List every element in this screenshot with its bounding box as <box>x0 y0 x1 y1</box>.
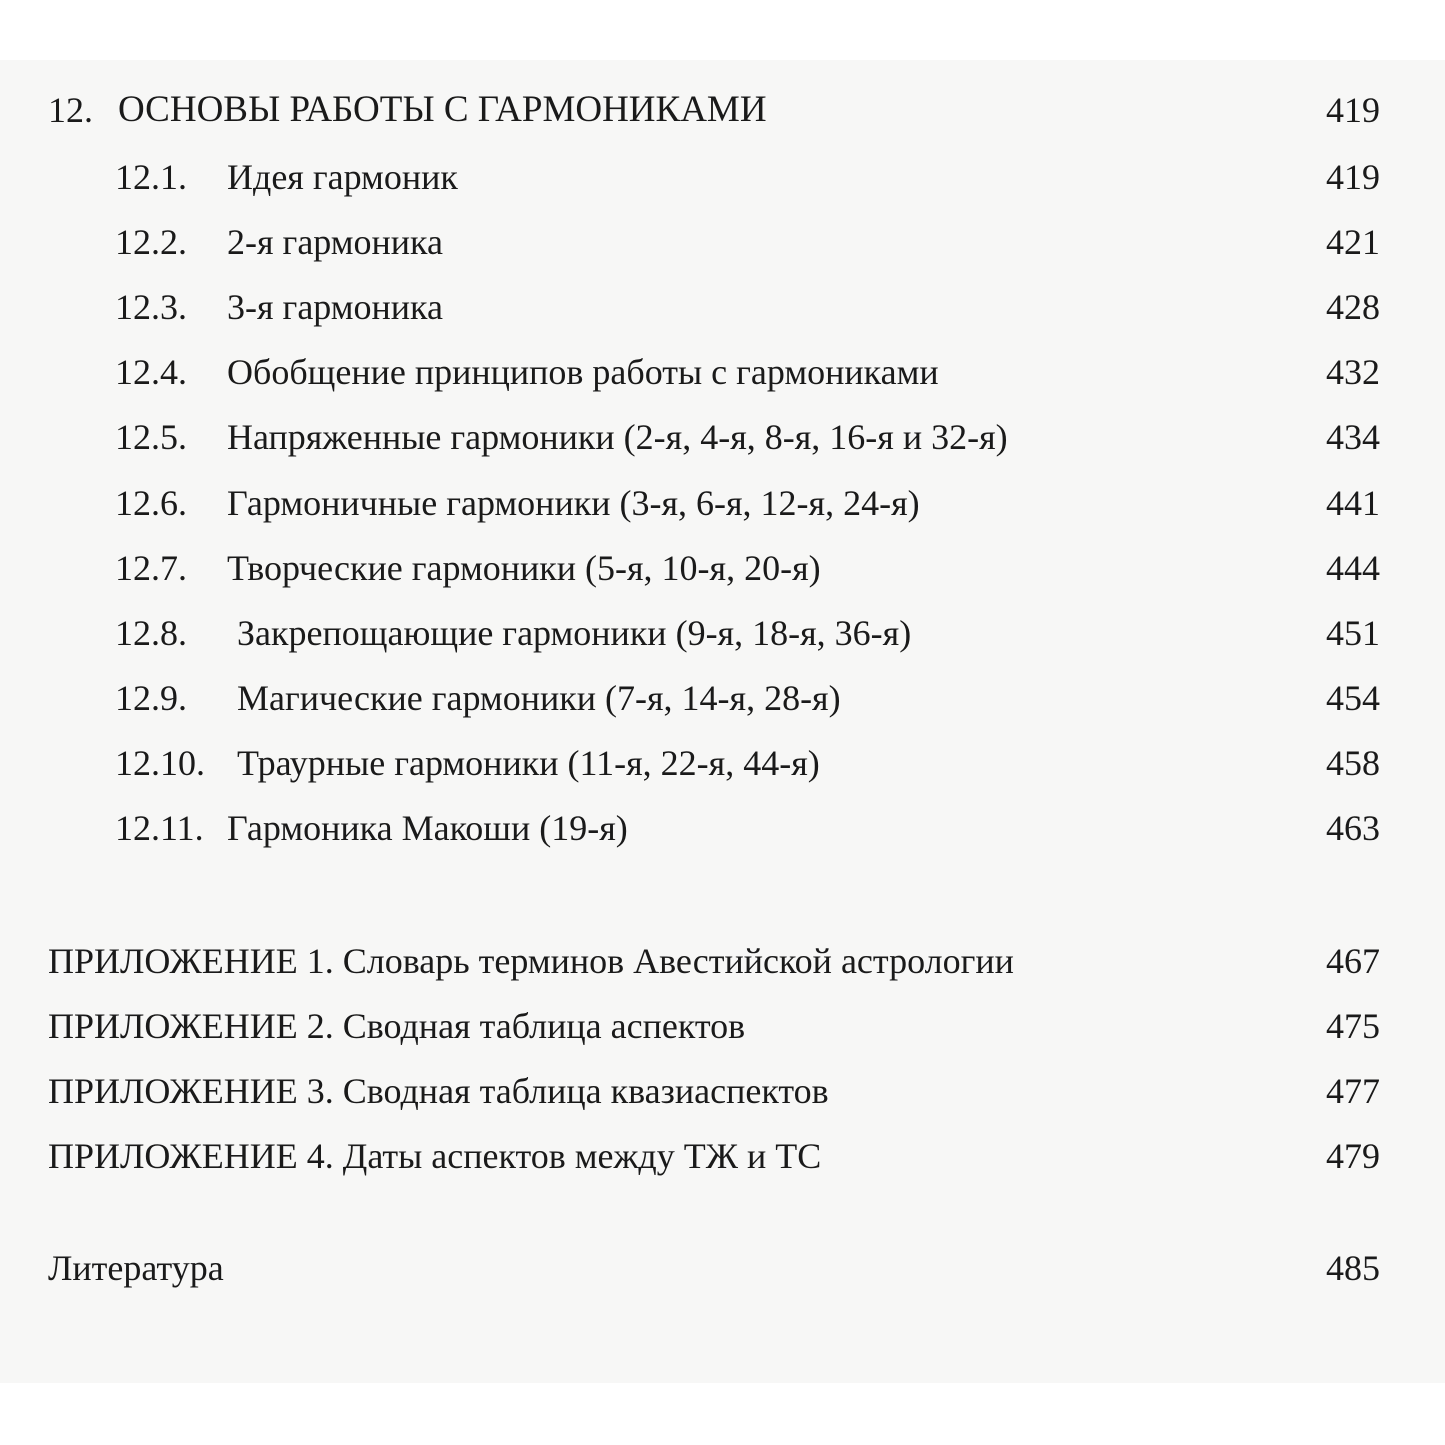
section-number: 12.10. <box>115 743 205 783</box>
section-title: Гармоничные гармоники (3-я, 6-я, 12-я, 24-я) <box>227 483 920 523</box>
section-title: Гармоника Макоши (19-я) <box>227 808 628 848</box>
section-number: 12.1. <box>115 157 187 197</box>
page-number: 467 <box>1326 941 1380 981</box>
page-number: 428 <box>1326 287 1380 327</box>
page-number: 475 <box>1326 1006 1380 1046</box>
page-number: 434 <box>1326 417 1380 457</box>
toc-section-entry[interactable] <box>0 347 1445 397</box>
section-number: 12.5. <box>115 417 187 457</box>
section-number: 12.9. <box>115 678 187 718</box>
section-title: Магические гармоники (7-я, 14-я, 28-я) <box>237 678 841 718</box>
toc-appendix-entry[interactable] <box>0 1066 1445 1116</box>
toc-chapter-entry[interactable] <box>0 85 1445 135</box>
toc-section-entry[interactable] <box>0 152 1445 202</box>
page-number: 419 <box>1326 157 1380 197</box>
toc-section-entry[interactable] <box>0 673 1445 723</box>
literature-title: Литература <box>48 1248 224 1288</box>
toc-appendix-entry[interactable] <box>0 1001 1445 1051</box>
toc-section-entry[interactable] <box>0 412 1445 462</box>
section-title: Творческие гармоники (5-я, 10-я, 20-я) <box>227 548 821 588</box>
page-number: 458 <box>1326 743 1380 783</box>
page-number: 479 <box>1326 1136 1380 1176</box>
toc-appendix-entry[interactable] <box>0 1131 1445 1181</box>
section-title: Закрепощающие гармоники (9-я, 18-я, 36-я) <box>237 613 912 653</box>
section-number: 12.4. <box>115 352 187 392</box>
appendix-title: ПРИЛОЖЕНИЕ 1. Словарь терминов Авестийской астрологии <box>48 941 1014 981</box>
page-number: 421 <box>1326 222 1380 262</box>
section-number: 12.11. <box>115 808 204 848</box>
toc-section-entry[interactable] <box>0 738 1445 788</box>
page-number: 432 <box>1326 352 1380 392</box>
toc-section-entry[interactable] <box>0 217 1445 267</box>
page-number: 451 <box>1326 613 1380 653</box>
toc-section-entry[interactable] <box>0 282 1445 332</box>
page-number: 441 <box>1326 483 1380 523</box>
page-number: 454 <box>1326 678 1380 718</box>
chapter-number: 12. <box>48 90 93 130</box>
section-number: 12.6. <box>115 483 187 523</box>
toc-section-entry[interactable] <box>0 803 1445 853</box>
section-number: 12.3. <box>115 287 187 327</box>
page-number: 485 <box>1326 1248 1380 1288</box>
toc-appendix-entry[interactable] <box>0 936 1445 986</box>
appendix-title: ПРИЛОЖЕНИЕ 3. Сводная таблица квазиаспектов <box>48 1071 829 1111</box>
appendix-title: ПРИЛОЖЕНИЕ 2. Сводная таблица аспектов <box>48 1006 746 1046</box>
section-number: 12.2. <box>115 222 187 262</box>
section-number: 12.7. <box>115 548 187 588</box>
section-title: Напряженные гармоники (2-я, 4-я, 8-я, 16-я и 32-я) <box>227 417 1008 457</box>
toc-section-entry[interactable] <box>0 543 1445 593</box>
section-title: 2-я гармоника <box>227 222 443 262</box>
page-number: 463 <box>1326 808 1380 848</box>
page-number: 419 <box>1326 90 1380 130</box>
page-number: 477 <box>1326 1071 1380 1111</box>
book-page <box>0 60 1445 1383</box>
section-title: Обобщение принципов работы с гармониками <box>227 352 939 392</box>
chapter-title: ОСНОВЫ РАБОТЫ С ГАРМОНИКАМИ <box>118 89 767 130</box>
section-title: Идея гармоник <box>227 157 458 197</box>
toc-section-entry[interactable] <box>0 478 1445 528</box>
section-number: 12.8. <box>115 613 187 653</box>
page-number: 444 <box>1326 548 1380 588</box>
toc-literature-entry[interactable] <box>0 1243 1445 1293</box>
toc-section-entry[interactable] <box>0 608 1445 658</box>
section-title: 3-я гармоника <box>227 287 443 327</box>
section-title: Траурные гармоники (11-я, 22-я, 44-я) <box>237 743 820 783</box>
appendix-title: ПРИЛОЖЕНИЕ 4. Даты аспектов между ТЖ и ТС <box>48 1136 822 1176</box>
